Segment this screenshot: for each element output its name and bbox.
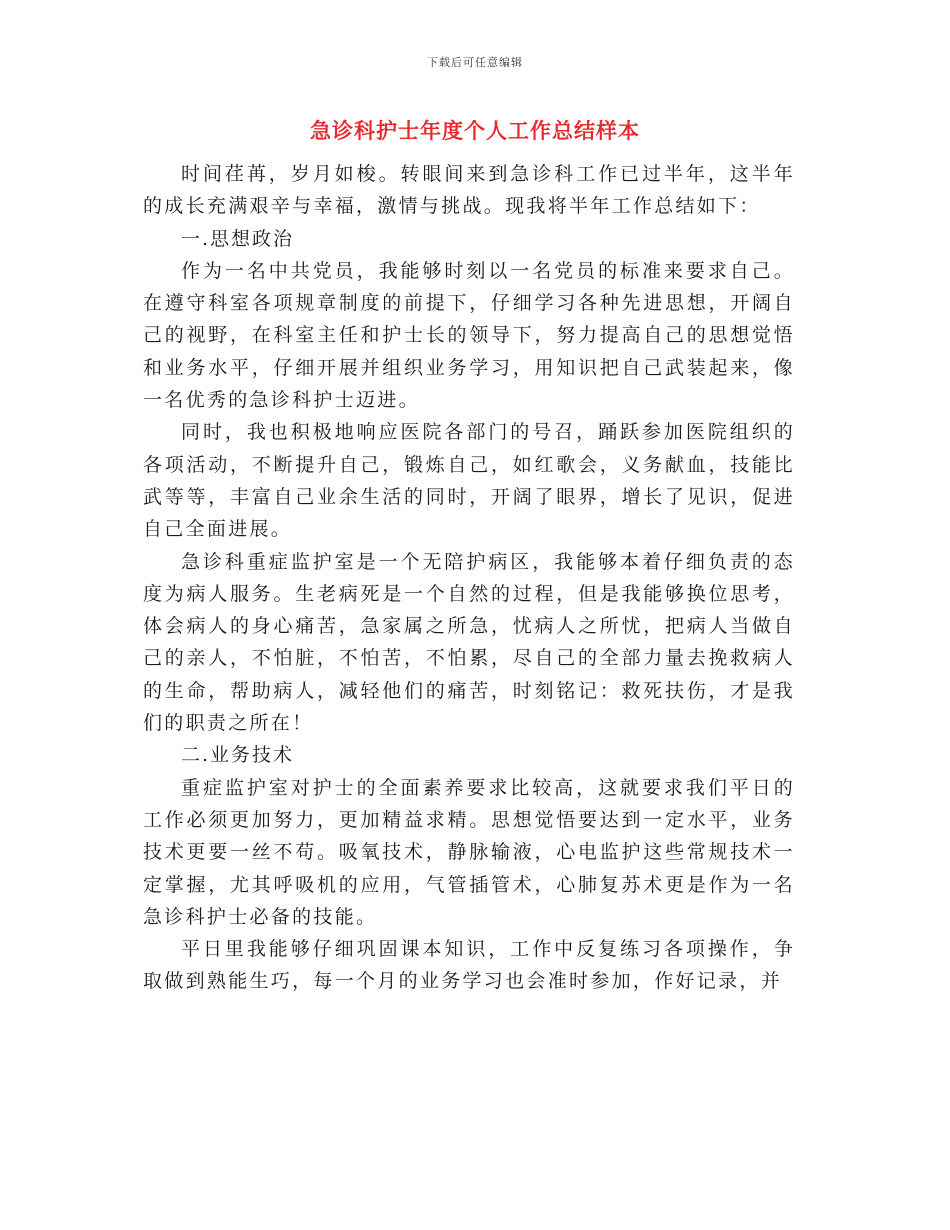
paragraph-party-member: 作为一名中共党员，我能够时刻以一名党员的标准来要求自己。在遵守科室各项规章制度的前提下，仔细学习各种先进思想，开阔自己的视野，在科室主任和护士长的领导下，努力提高自己的思想觉悟和业务水平，仔细开展并组织业务学习，用知识把自己武装起来，像一名优秀的急诊科护士迈进。 [143, 259, 795, 412]
paragraph-skill-requirements: 重症监护室对护士的全面素养要求比较高，这就要求我们平日的工作必须更加努力，更加精益求精。思想觉悟要达到一定水平，业务技术更要一丝不苟。吸氧技术，静脉输液，心电监护这些常规技术一定掌握，尤其呼吸机的应用，气管插管术，心肺复苏术更是作为一名急诊科护士必备的技能。 [143, 776, 795, 928]
paragraph-activities: 同时，我也积极地响应医院各部门的号召，踊跃参加医院组织的各项活动，不断提升自己，锻炼自己，如红歌会，义务献血，技能比武等等，丰富自己业余生活的同时，开阔了眼界，增长了见识，促进自己全面进展。 [143, 421, 795, 541]
paragraph-icu-care: 急诊科重症监护室是一个无陪护病区，我能够本着仔细负责的态度为病人服务。生老病死是一个自然的过程，但是我能够换位思考，体会病人的身心痛苦，急家属之所急，忧病人之所忧，把病人当做自己的亲人，不怕脏，不怕苦，不怕累，尽自己的全部力量去挽救病人的生命，帮助病人，减轻他们的痛苦，时刻铭记：救死扶伤，才是我们的职责之所在！ [143, 550, 795, 735]
document-body [143, 158, 795, 998]
paragraph-intro: 时间荏苒，岁月如梭。转眼间来到急诊科工作已过半年，这半年的成长充满艰辛与幸福，激情与挑战。现我将半年工作总结如下： [143, 163, 795, 218]
document-title: 急诊科护士年度个人工作总结样本 [310, 119, 640, 143]
header-note: 下载后可任意编辑 [427, 56, 523, 69]
paragraph-daily-study: 平日里我能够仔细巩固课本知识，工作中反复练习各项操作，争取做到熟能生巧，每一个月的业务学习也会准时参加，作好记录，并 [143, 938, 795, 993]
section-heading-politics: 一.思想政治 [181, 227, 295, 250]
section-heading-skills: 二.业务技术 [181, 744, 295, 767]
